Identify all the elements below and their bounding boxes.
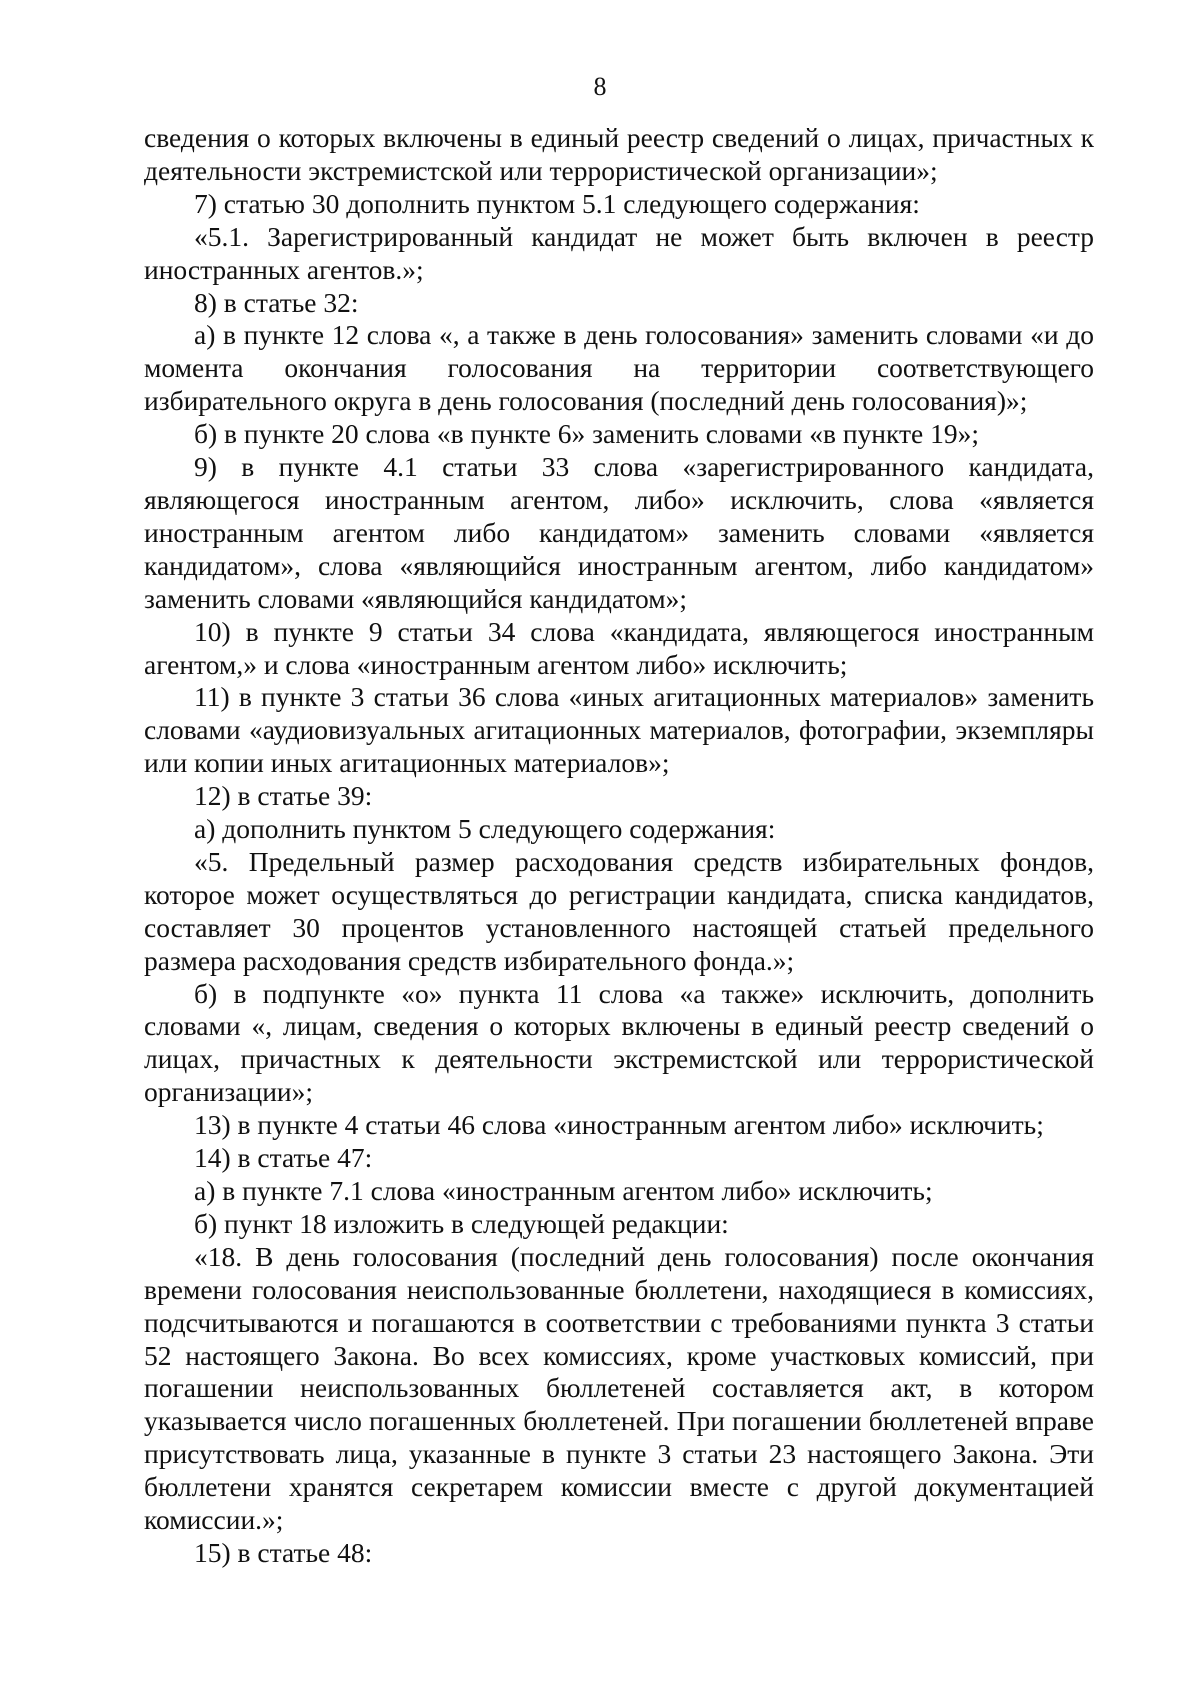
paragraph: 13) в пункте 4 статьи 46 слова «иностранным агентом либо» исключить; — [194, 1109, 1044, 1141]
paragraph: б) в подпункте «о» пункта 11 слова «а также» исключить, дополнить словами «, лицам, сведения о которых включены в единый реестр сведений о лицах, причастных к деятельности экстремистской или террористической организации»; — [144, 977, 1094, 1108]
paragraph: сведения о которых включены в единый реестр сведений о лицах, причастных к деятельности экстремистской или террористической организации»; — [144, 122, 1094, 186]
paragraph: 11) в пункте 3 статьи 36 слова «иных агитационных материалов» заменить словами «аудиовизуальных агитационных материалов, фотографии, экземпляры или копии иных агитационных материалов»; — [144, 681, 1094, 779]
paragraph: «5. Предельный размер расходования средств избирательных фондов, которое может осуществляться до регистрации кандидата, списка кандидатов, составляет 30 процентов установленного настоящей статьей предельного размера расходования средств избирательного фонда.»; — [144, 845, 1094, 976]
page-number: 8 — [593, 72, 607, 101]
paragraph: 10) в пункте 9 статьи 34 слова «кандидата, являющегося иностранным агентом,» и слова «иностранным агентом либо» исключить; — [144, 615, 1094, 680]
paragraph: 14) в статье 47: — [194, 1142, 373, 1174]
paragraph: 8) в статье 32: — [194, 286, 359, 318]
paragraph: а) дополнить пунктом 5 следующего содержания: — [194, 813, 776, 845]
paragraph: «5.1. Зарегистрированный кандидат не может быть включен в реестр иностранных агентов.»; — [144, 220, 1094, 285]
paragraph: б) в пункте 20 слова «в пункте 6» заменить словами «в пункте 19»; — [194, 418, 980, 450]
document-body — [144, 122, 1094, 1570]
paragraph: 7) статью 30 дополнить пунктом 5.1 следующего содержания: — [194, 187, 920, 219]
paragraph: а) в пункте 12 слова «, а также в день голосования» заменить словами «и до момента окончания голосования на территории соответствующего избирательного округа в день голосования (последний день голосования)»; — [144, 319, 1094, 417]
paragraph: а) в пункте 7.1 слова «иностранным агентом либо» исключить; — [194, 1175, 933, 1206]
paragraph: 9) в пункте 4.1 статьи 33 слова «зарегистрированного кандидата, являющегося иностранным агентом, либо» исключить, слова «является иностранным агентом либо кандидатом» заменить словами «является кандидатом», слова «являющийся иностранным агентом, либо кандидатом» заменить словами «являющийся кандидатом»; — [144, 451, 1094, 614]
paragraph: б) пункт 18 изложить в следующей редакции: — [194, 1207, 729, 1239]
paragraph: 12) в статье 39: — [194, 780, 373, 812]
paragraph: «18. В день голосования (последний день голосования) после окончания времени голосования неиспользованные бюллетени, находящиеся в комиссиях, подсчитываются и погашаются в соответствии с требованиями пункта 3 статьи 52 настоящего Закона. Во всех комиссиях, кроме участковых комиссий, при погашении неиспользованных бюллетеней составляется акт, в котором указывается число погашенных бюллетеней. При погашении бюллетеней вправе присутствовать лица, указанные в пункте 3 статьи 23 настоящего Закона. Эти бюллетени хранятся секретарем комиссии вместе с другой документацией комиссии.»; — [144, 1240, 1094, 1536]
paragraph: 15) в статье 48: — [194, 1536, 373, 1568]
